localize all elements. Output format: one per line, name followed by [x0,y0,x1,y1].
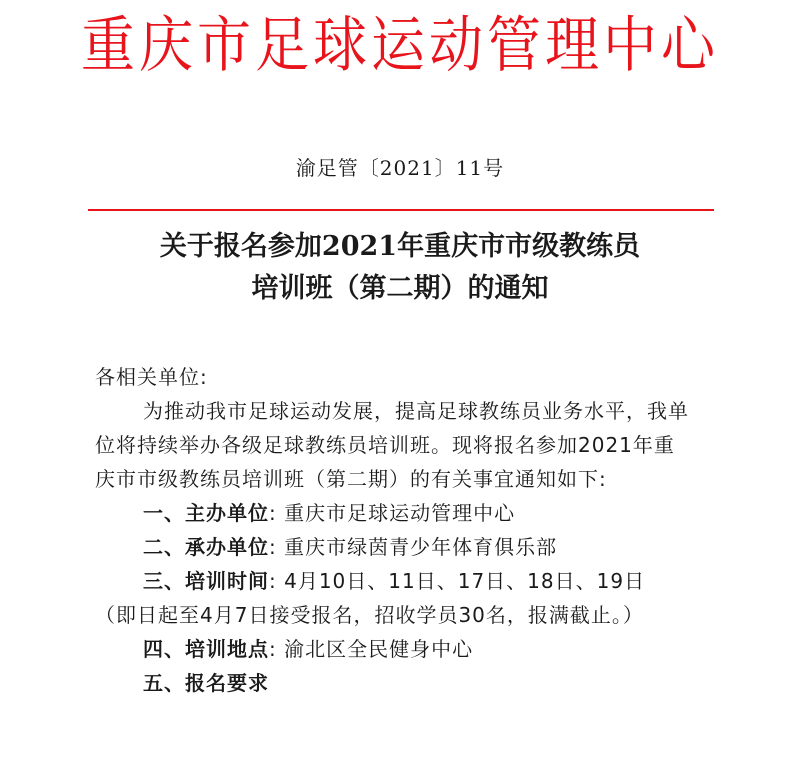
item-registration-requirements-label: 五、报名要求 [143,671,269,695]
item-training-time-label: 三、培训时间 [143,569,269,593]
intro-line-2: 位将持续举办各级足球教练员培训班。现将报名参加2021年重 [95,433,675,457]
org-header-title: 重庆市足球运动管理中心 [81,9,719,80]
item-organizer-label: 一、主办单位 [143,501,269,525]
item-training-location-label: 四、培训地点 [143,637,269,661]
item-training-location [95,632,735,666]
item-co-organizer-sep: : [269,535,277,559]
document-number: 渝足管〔2021〕11号 [295,156,505,180]
item-co-organizer-label: 二、承办单位 [143,535,269,559]
intro-line-1: 为推动我市足球运动发展，提高足球教练员业务水平，我单 [143,399,689,423]
intro-line-3: 庆市市级教练员培训班（第二期）的有关事宜通知如下: [95,467,607,491]
item-training-location-value: 渝北区全民健身中心 [284,637,474,661]
item-training-location-sep: : [269,637,277,661]
notice-title-line2: 培训班（第二期）的通知 [251,273,549,304]
item-co-organizer [95,530,735,564]
red-divider [88,209,714,211]
training-time-note: （即日起至4月7日接受报名，招收学员30名，报满截止。） [95,603,644,627]
item-training-time-value: 4月10日、11日、17日、18日、19日 [284,569,646,593]
item-registration-requirements [95,666,735,700]
item-training-time [95,564,735,598]
notice-title [0,226,800,310]
item-co-organizer-value: 重庆市绿茵青少年体育俱乐部 [284,535,558,559]
item-organizer [95,496,735,530]
notice-title-line1: 关于报名参加2021年重庆市市级教练员 [159,231,641,262]
item-organizer-sep: : [269,501,277,525]
salutation: 各相关单位: [95,365,208,389]
item-training-time-sep: : [269,569,277,593]
item-organizer-value: 重庆市足球运动管理中心 [284,501,516,525]
notice-body [95,360,735,700]
